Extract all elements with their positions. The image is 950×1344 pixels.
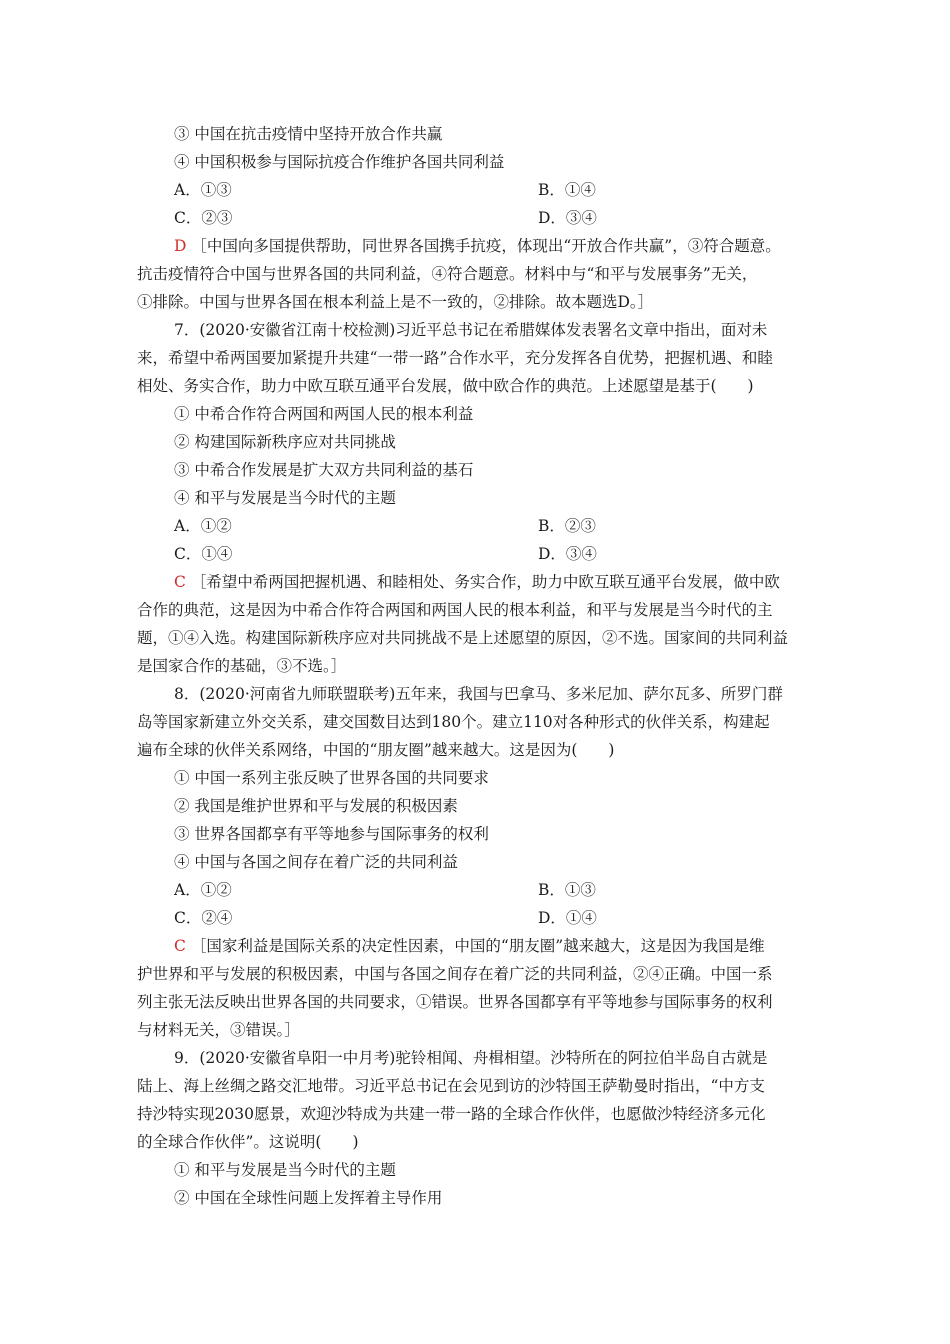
q7-option-d: D．③④ <box>538 545 597 563</box>
q7-stem-line: 相处、务实合作，助力中欧互联互通平台发展，做中欧合作的典范。上述愿望是基于( ) <box>137 377 754 395</box>
q8-statement-4: ④ 中国与各国之间存在着广泛的共同利益 <box>174 853 458 871</box>
q8-explanation-line: 护世界和平与发展的积极因素，中国与各国之间存在着广泛的共同利益，②④正确。中国一系 <box>137 965 773 983</box>
q7-statement-3: ③ 中希合作发展是扩大双方共同利益的基石 <box>174 461 474 479</box>
q9-stem-line: 陆上、海上丝绸之路交汇地带。习近平总书记在会见到访的沙特国王萨勒曼时指出，“中方支 <box>137 1077 765 1095</box>
q7-explanation-line <box>174 570 780 592</box>
q8-explanation-text: ［国家利益是国际关系的决定性因素，中国的“朋友圈”越来越大，这是因为我国是维 <box>190 937 765 955</box>
q6-answer: D <box>174 237 187 255</box>
q7-answer: C <box>174 573 186 591</box>
q7-statement-1: ① 中希合作符合两国和两国人民的根本利益 <box>174 405 474 423</box>
q9-stem-line: 持沙特实现2030愿景，欢迎沙特成为共建一带一路的全球合作伙伴，也愿做沙特经济多元化 <box>137 1105 766 1123</box>
q8-option-c: C．②④ <box>174 909 233 927</box>
q8-stem-line: 8．(2020·河南省九师联盟联考)五年来，我国与巴拿马、多米尼加、萨尔瓦多、所罗门群 <box>174 685 783 703</box>
q6-statement-3: ③ 中国在抗击疫情中坚持开放合作共赢 <box>174 125 443 143</box>
q8-statement-1: ① 中国一系列主张反映了世界各国的共同要求 <box>174 769 489 787</box>
q9-statement-2: ② 中国在全球性问题上发挥着主导作用 <box>174 1189 443 1207</box>
q7-stem-line: 来，希望中希两国要加紧提升共建“一带一路”合作水平，充分发挥各自优势，把握机遇、和睦 <box>137 349 773 367</box>
q7-statement-2: ② 构建国际新秩序应对共同挑战 <box>174 433 396 451</box>
q6-explanation-line <box>174 234 781 256</box>
q8-stem-line: 岛等国家新建立外交关系，建交国数目达到180个。建立110对各种形式的伙伴关系，构建起 <box>137 713 770 731</box>
q8-explanation-line <box>174 934 765 956</box>
q7-explanation-line: 题，①④入选。构建国际新秩序应对共同挑战不是上述愿望的原因，②不选。国家间的共同利益 <box>137 629 789 647</box>
q6-option-b: B．①④ <box>538 181 596 199</box>
q6-option-c: C．②③ <box>174 209 233 227</box>
q8-statement-2: ② 我国是维护世界和平与发展的积极因素 <box>174 797 458 815</box>
q7-option-b: B．②③ <box>538 517 596 535</box>
q6-explanation-text: ［中国向多国提供帮助，同世界各国携手抗疫，体现出“开放合作共赢”，③符合题意。 <box>191 237 781 255</box>
q8-answer: C <box>174 937 186 955</box>
q8-statement-3: ③ 世界各国都享有平等地参与国际事务的权利 <box>174 825 489 843</box>
q6-option-d: D．③④ <box>538 209 597 227</box>
q8-option-b: B．①③ <box>538 881 596 899</box>
q6-explanation-line: ①排除。中国与世界各国在根本利益上是不一致的，②排除。故本题选D。］ <box>137 293 654 311</box>
q9-stem-line: 9．(2020·安徽省阜阳一中月考)驼铃相闻、舟楫相望。沙特所在的阿拉伯半岛自古就是 <box>174 1049 768 1067</box>
q8-option-d: D．①④ <box>538 909 597 927</box>
q7-option-c: C．①④ <box>174 545 233 563</box>
q7-explanation-line: 合作的典范，这是因为中希合作符合两国和两国人民的根本利益，和平与发展是当今时代的主 <box>137 601 773 619</box>
q6-statement-4: ④ 中国积极参与国际抗疫合作维护各国共同利益 <box>174 153 505 171</box>
q9-stem-line: 的全球合作伙伴”。这说明( ) <box>137 1133 359 1151</box>
q8-explanation-line: 与材料无关，③错误。］ <box>137 1021 300 1039</box>
q7-statement-4: ④ 和平与发展是当今时代的主题 <box>174 489 396 507</box>
q7-stem-line: 7．(2020·安徽省江南十校检测)习近平总书记在希腊媒体发表署名文章中指出，面对未 <box>174 321 768 339</box>
q7-explanation-text: ［希望中希两国把握机遇、和睦相处、务实合作，助力中欧互联互通平台发展，做中欧 <box>190 573 780 591</box>
q6-explanation-line: 抗击疫情符合中国与世界各国的共同利益，④符合题意。材料中与“和平与发展事务”无关， <box>137 265 758 283</box>
q7-explanation-line: 是国家合作的基础，③不选。］ <box>137 657 347 675</box>
q9-statement-1: ① 和平与发展是当今时代的主题 <box>174 1161 396 1179</box>
q8-stem-line: 遍布全球的伙伴关系网络，中国的“朋友圈”越来越大。这是因为( ) <box>137 741 615 759</box>
q7-option-a: A．①② <box>174 517 232 535</box>
q8-option-a: A．①② <box>174 881 232 899</box>
q6-option-a: A．①③ <box>174 181 232 199</box>
q8-explanation-line: 列主张无法反映出世界各国的共同要求，①错误。世界各国都享有平等地参与国际事务的权利 <box>137 993 773 1011</box>
